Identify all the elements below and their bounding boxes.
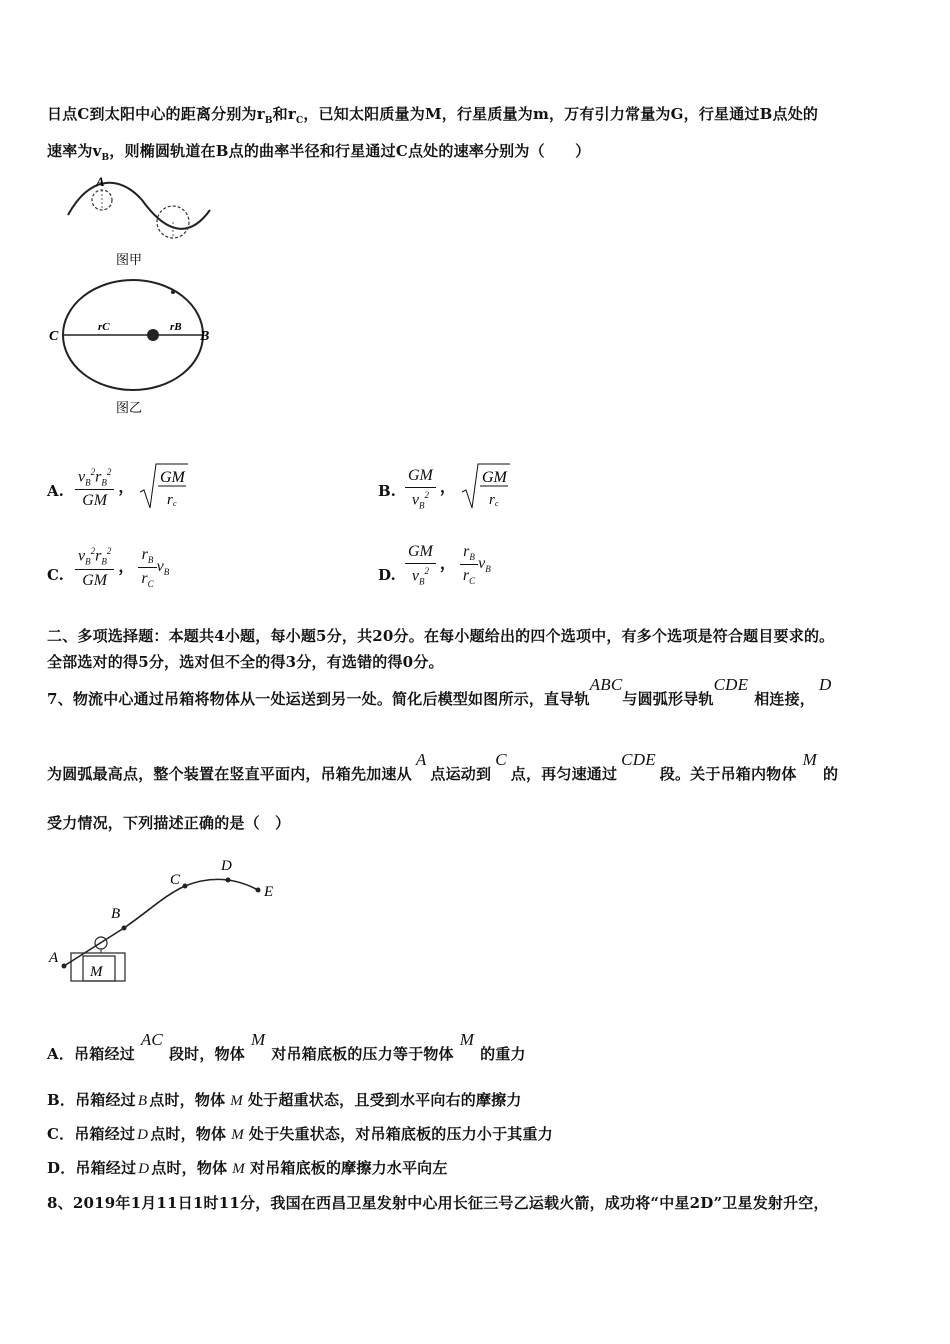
q6-option-b-label: B.	[378, 482, 396, 500]
figure-yi-caption: 图乙	[116, 400, 143, 415]
q6-option-d-math: $\frac{GM}{v_B^2}$ ， $\frac{r_B}{r_C}$ $v_B$	[405, 543, 491, 587]
svg-text:r: r	[167, 492, 174, 508]
svg-text:c: c	[494, 499, 499, 508]
q6-option-b-math: $\frac{GM}{v_B^2}$ ， GM r c	[405, 462, 512, 515]
section2-line-1: 二、多项选择题：本题共4小题，每小题5分，共20分。在每小题给出的四个选项中，有多个选项是符合题目要求的。	[47, 627, 835, 645]
q7-line-3: 受力情况，下列描述正确的是（ ）	[47, 814, 291, 832]
figure-jia-caption: 图甲	[116, 252, 143, 267]
q7-option-a: A．吊箱经过AC段时，物体M对吊箱底板的压力等于物体M的重力	[47, 1030, 526, 1063]
q6-option-c-math: $\frac{v_B^2r_B^2}{GM}$ ， $\frac{r_B}{r_C}$ $v_B$	[75, 546, 169, 590]
figure-jia	[60, 170, 220, 270]
q7-option-c: C．吊箱经过 D 点时，物体 M 处于失重状态，对吊箱底板的压力小于其重力	[47, 1125, 553, 1143]
q7-line-1: 7、物流中心通过吊箱将物体从一处运送到另一处。简化后模型如图所示，直导轨ABC与圆弧形导轨CDE相连接，D	[47, 675, 832, 708]
q7-line-2: 为圆弧最高点，整个装置在竖直平面内，吊箱先加速从A点运动到C点，再匀速通过CDE段。关于吊箱内物体M的	[47, 750, 839, 783]
figure-yi-b: B	[200, 329, 210, 344]
figure-yi	[40, 272, 230, 422]
q7-option-d: D．吊箱经过 D 点时，物体 M 对吊箱底板的摩擦力水平向左	[47, 1159, 448, 1177]
figure-q7-d: D	[221, 858, 232, 874]
svg-text:GM: GM	[481, 469, 507, 486]
q6-option-a-label: A.	[47, 482, 64, 500]
figure-q7-a: A	[49, 950, 59, 966]
svg-text:c: c	[173, 499, 177, 508]
figure-q7-m: M	[90, 964, 103, 980]
q6-option-c-label: C.	[47, 566, 64, 584]
q7-option-b: B．吊箱经过 B 点时，物体 M 处于超重状态，且受到水平向右的摩擦力	[47, 1091, 522, 1109]
section2-line-2: 全部选对的得5分，选对但不全的得3分，有选错的得0分。	[47, 653, 444, 671]
q6-line-2: 速率为$v_B$，则椭圆轨道在B点的曲率半径和行星通过C点处的速率分别为（ ）	[47, 142, 591, 163]
svg-text:GM: GM	[160, 469, 186, 486]
figure-q7-b: B	[111, 906, 121, 922]
figure-q7-e: E	[264, 884, 274, 900]
q6-line-1: 日点C到太阳中心的距离分别为$r_B$和$r_C$，已知太阳质量为M，行星质量为m，万有引力常量为G，行星通过B点处的	[47, 105, 819, 126]
figure-yi-c: C	[49, 329, 59, 344]
figure-q7	[40, 850, 300, 990]
q6-option-d-label: D.	[378, 566, 396, 584]
figure-q7-c: C	[170, 872, 181, 888]
q6-option-a-math: $\frac{v_B^2r_B^2}{GM}$ ， GM r c	[75, 462, 190, 515]
figure-yi-rb: rB	[170, 321, 182, 333]
q8-line-1: 8、2019年1月11日1时11分，我国在西昌卫星发射中心用长征三号乙运载火箭，成功将“中星2D”卫星发射升空，	[47, 1194, 829, 1212]
figure-jia-point-a: A	[96, 174, 105, 189]
svg-text:r: r	[488, 492, 495, 508]
figure-yi-rc: rC	[98, 321, 110, 333]
